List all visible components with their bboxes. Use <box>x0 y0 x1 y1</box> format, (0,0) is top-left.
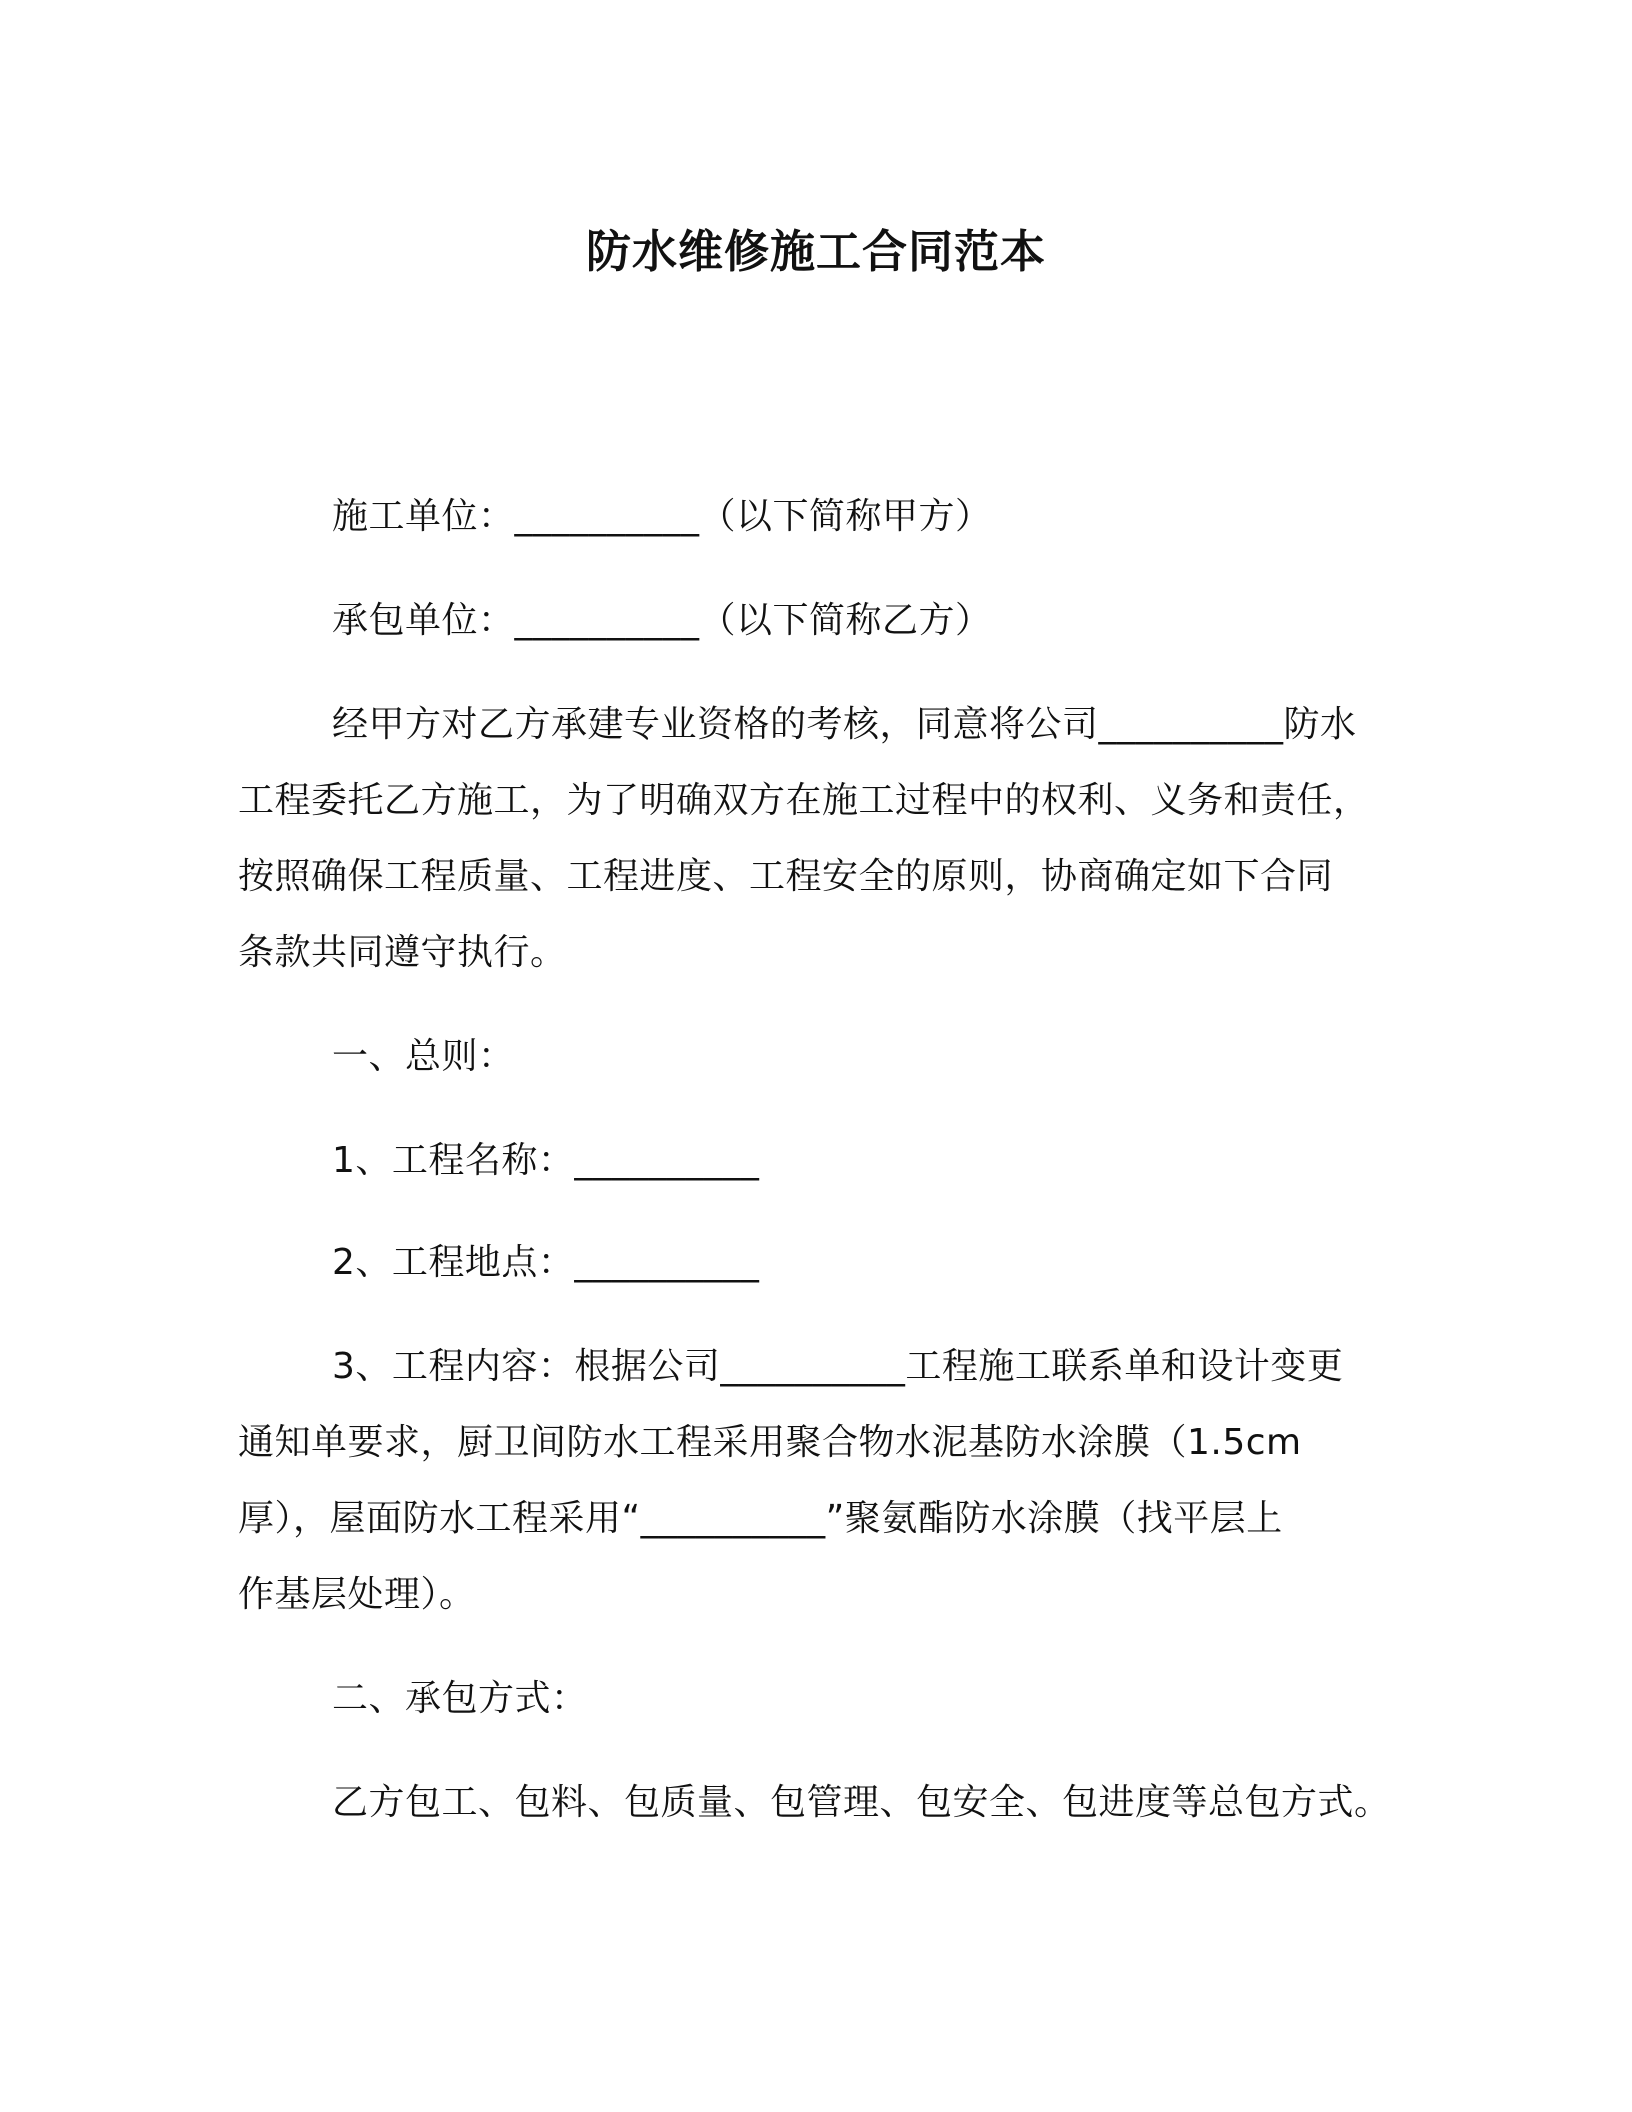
item-3-line-2: 通知单要求，厨卫间防水工程采用聚合物水泥基防水涂膜（1.5cm <box>238 1422 1302 1463</box>
item-2-project-location: 2、工程地点：__________ <box>332 1242 760 1283</box>
intro-line-1: 经甲方对乙方承建专业资格的考核，同意将公司__________防水 <box>332 704 1357 745</box>
section-2-body: 乙方包工、包料、包质量、包管理、包安全、包进度等总包方式。 <box>332 1782 1391 1823</box>
item-1-project-name: 1、工程名称：__________ <box>332 1140 760 1181</box>
intro-line-2: 工程委托乙方施工，为了明确双方在施工过程中的权利、义务和责任， <box>238 780 1370 821</box>
document-title: 防水维修施工合同范本 <box>585 225 1046 278</box>
item-3-line-3: 厚），屋面防水工程采用“__________”聚氨酯防水涂膜（找平层上 <box>238 1498 1283 1539</box>
item-3-line-1: 3、工程内容：根据公司__________工程施工联系单和设计变更 <box>332 1346 1344 1387</box>
section-2-heading: 二、承包方式： <box>332 1678 588 1719</box>
item-3-line-4: 作基层处理）。 <box>238 1574 476 1615</box>
party-b-line: 承包单位：__________（以下简称乙方） <box>332 600 992 641</box>
section-1-heading: 一、总则： <box>332 1036 515 1077</box>
intro-line-4: 条款共同遵守执行。 <box>238 932 567 973</box>
intro-line-3: 按照确保工程质量、工程进度、工程安全的原则，协商确定如下合同 <box>238 856 1334 897</box>
party-a-line: 施工单位：__________（以下简称甲方） <box>332 496 992 537</box>
